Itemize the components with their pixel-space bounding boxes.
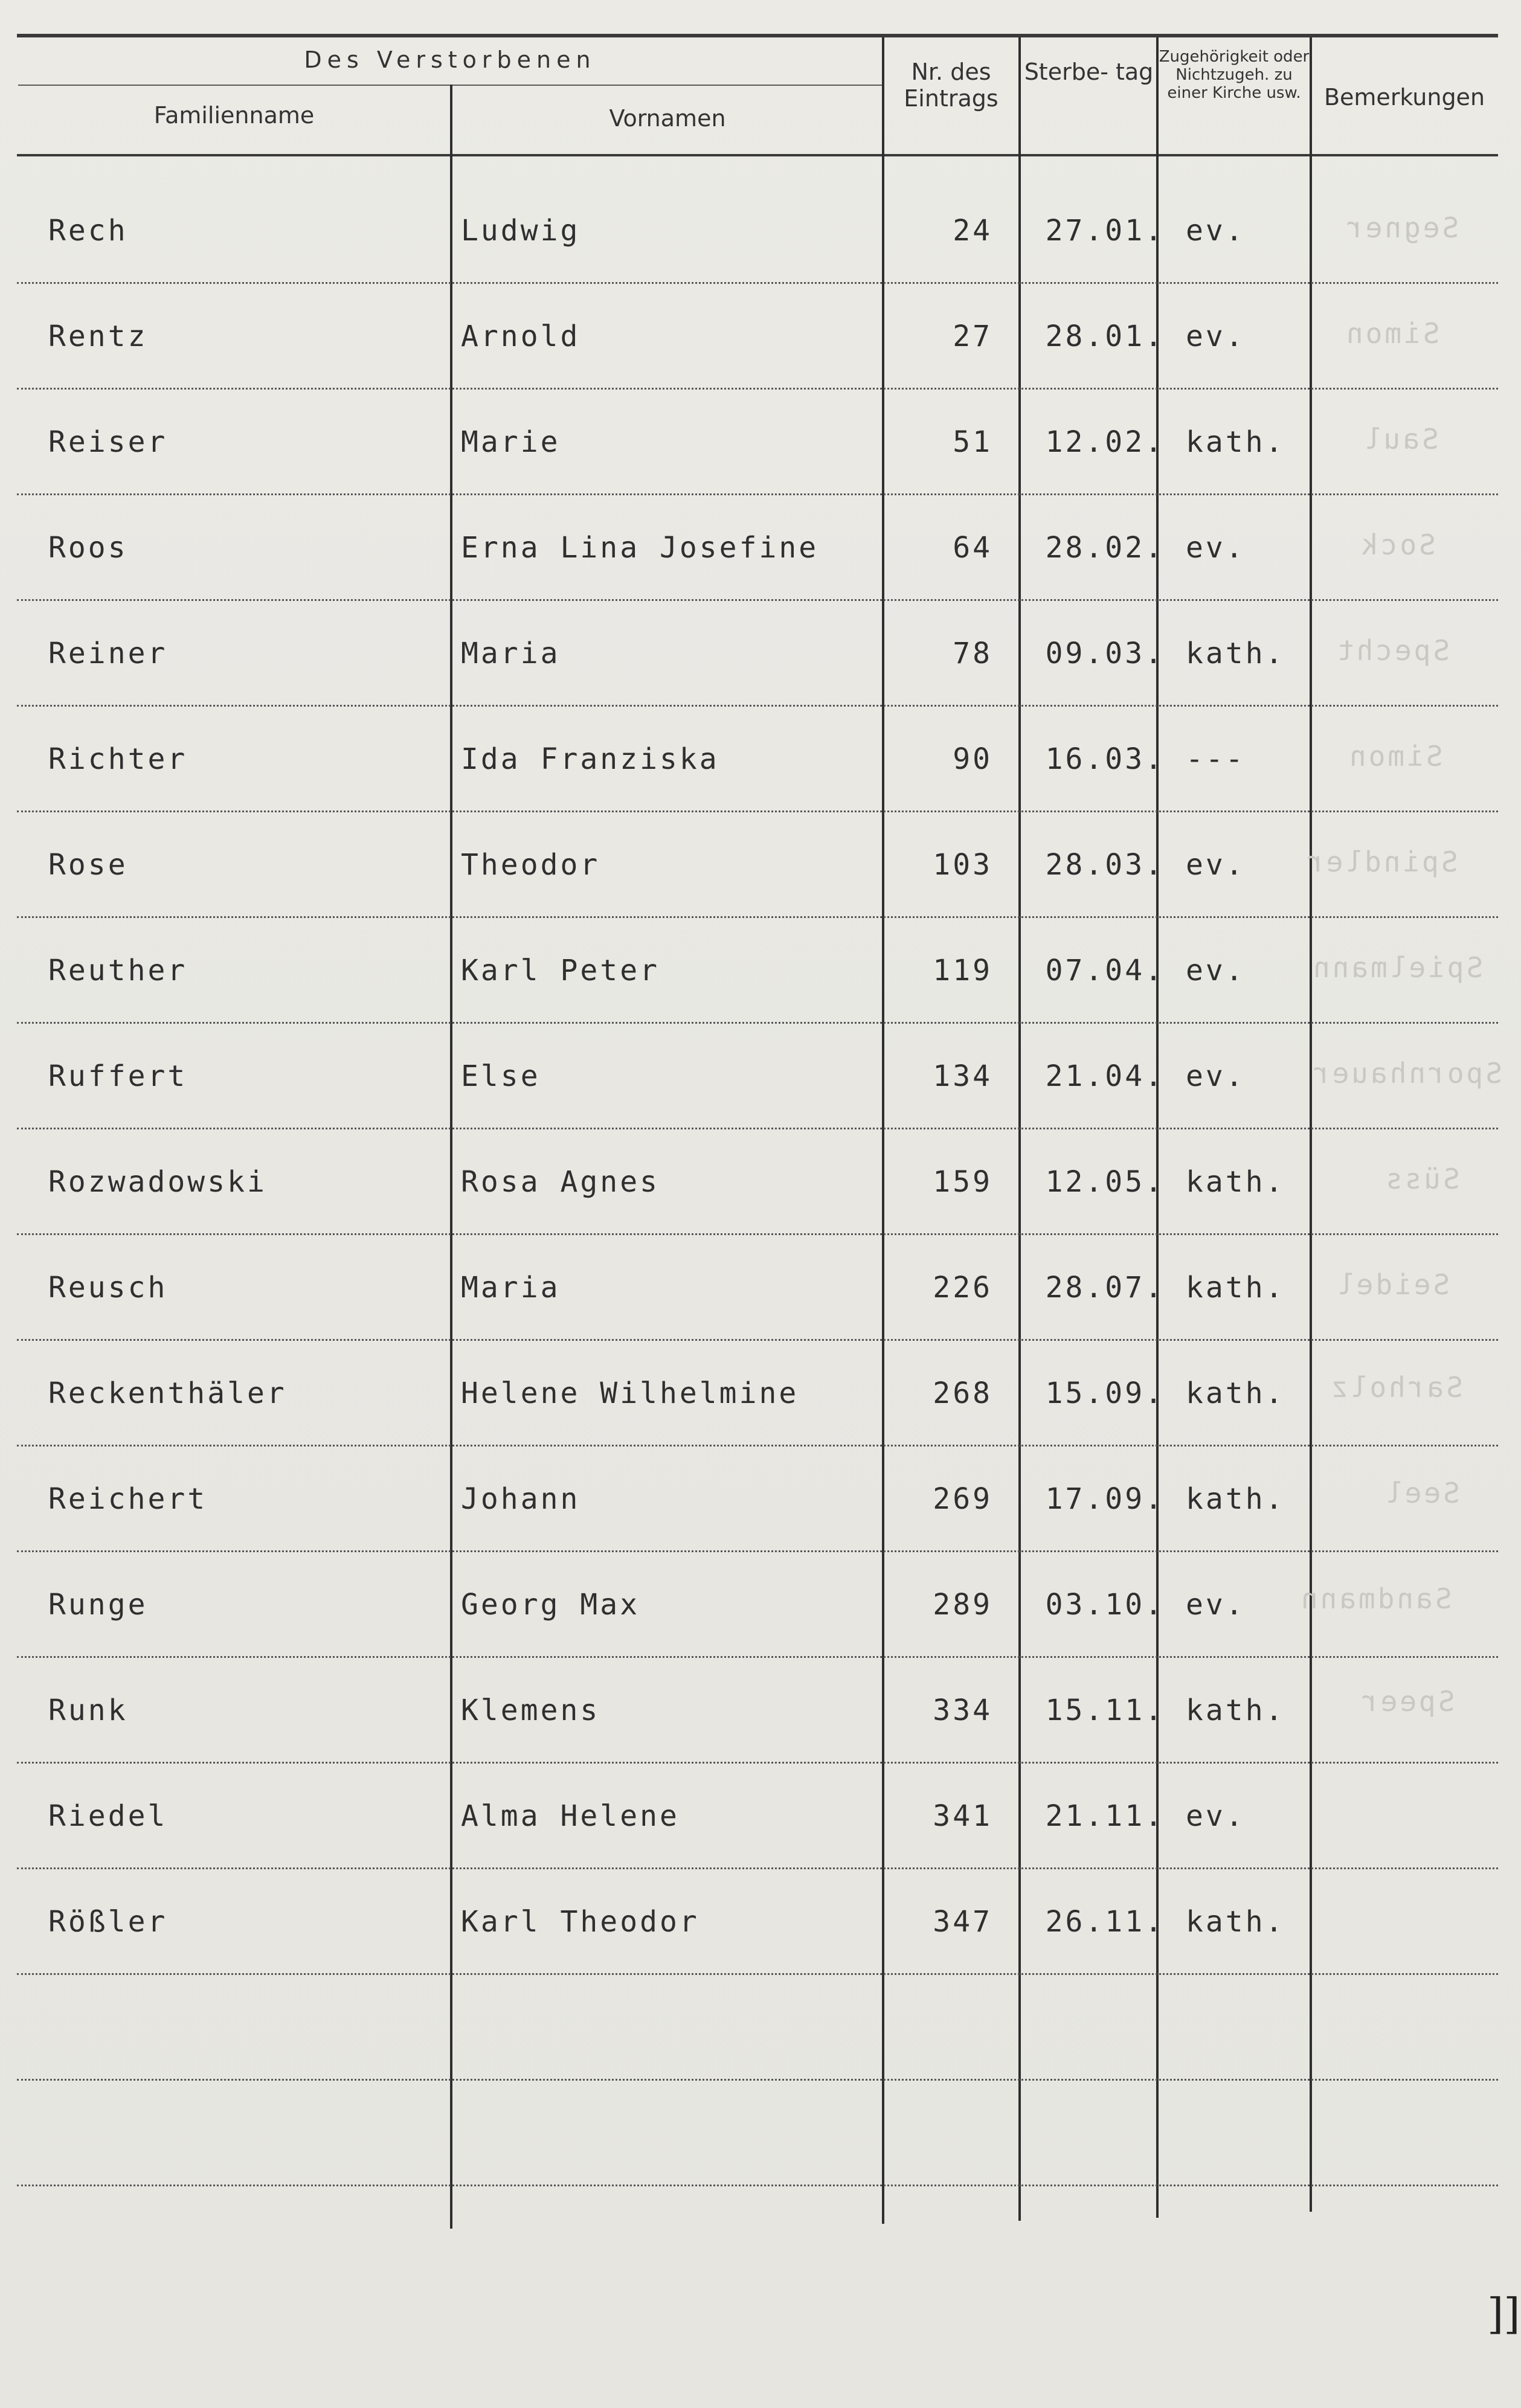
- entry-number-cell: 159: [933, 1165, 992, 1199]
- church-cell: kath.: [1186, 1482, 1285, 1516]
- family-name-cell: Richter: [48, 742, 188, 776]
- entry-number-cell: 289: [933, 1588, 992, 1622]
- table-row: [17, 1341, 1498, 1446]
- first-names-cell: Karl Theodor: [461, 1905, 699, 1939]
- entry-number-cell: 269: [933, 1482, 992, 1516]
- bleed-through-text: Simon: [1344, 317, 1440, 350]
- death-date-cell: 07.04.: [1045, 954, 1165, 987]
- first-names-cell: Theodor: [461, 848, 600, 882]
- death-date-cell: 28.03.: [1045, 848, 1165, 882]
- bleed-through-text: Sock: [1359, 528, 1436, 561]
- entry-number-cell: 119: [933, 954, 992, 987]
- header-remarks: Bemerkungen: [1323, 84, 1485, 111]
- bleed-through-text: Sarholz: [1329, 1371, 1463, 1404]
- first-names-cell: Alma Helene: [461, 1799, 680, 1833]
- bleed-through-text: Specht: [1335, 634, 1450, 667]
- church-cell: kath.: [1186, 1165, 1285, 1199]
- bleed-through-text: Simon: [1347, 740, 1443, 772]
- family-name-cell: Rößler: [48, 1905, 168, 1939]
- family-name-cell: Roos: [48, 531, 128, 565]
- table-row: [17, 812, 1498, 918]
- death-date-cell: 28.02.: [1045, 531, 1165, 565]
- table-row: [17, 1552, 1498, 1658]
- family-name-cell: Ruffert: [48, 1059, 188, 1093]
- death-date-cell: 15.11.: [1045, 1694, 1165, 1727]
- table-row: [17, 1869, 1498, 1975]
- first-names-cell: Ludwig: [461, 214, 580, 248]
- header-group-title: Des Verstorbenen: [304, 47, 596, 73]
- first-names-cell: Marie: [461, 425, 561, 459]
- first-names-cell: Erna Lina Josefine: [461, 531, 819, 565]
- first-names-cell: Else: [461, 1059, 541, 1093]
- family-name-cell: Reiser: [48, 425, 168, 459]
- bleed-through-text: Seidel: [1335, 1268, 1450, 1301]
- church-cell: ev.: [1186, 319, 1246, 353]
- header-affiliation: Zugehörigkeit oder Nichtzugeh. zu einer Kirche usw.: [1159, 48, 1310, 102]
- death-date-cell: 16.03.: [1045, 742, 1165, 776]
- table-row: [17, 495, 1498, 601]
- bleed-through-text: Spindler: [1305, 846, 1458, 878]
- first-names-cell: Klemens: [461, 1694, 600, 1727]
- bleed-through-text: Süss: [1383, 1163, 1460, 1195]
- bleed-through-text: Spielmann: [1311, 951, 1484, 984]
- family-name-cell: Reichert: [48, 1482, 208, 1516]
- first-names-cell: Rosa Agnes: [461, 1165, 660, 1199]
- church-cell: ev.: [1186, 848, 1246, 882]
- family-name-cell: Riedel: [48, 1799, 168, 1833]
- death-date-cell: 12.02.: [1045, 425, 1165, 459]
- table-row: [17, 707, 1498, 812]
- death-date-cell: 17.09.: [1045, 1482, 1165, 1516]
- table-row: [17, 601, 1498, 707]
- row-separator: [17, 2185, 1498, 2186]
- entry-number-cell: 226: [933, 1271, 992, 1305]
- entry-number-cell: [887, 2081, 992, 2186]
- table-row: [17, 1024, 1498, 1129]
- church-cell: kath.: [1186, 1694, 1285, 1727]
- first-names-cell: Maria: [461, 1271, 561, 1305]
- death-date-cell: [1023, 2081, 1165, 2186]
- entry-number-cell: 78: [953, 637, 992, 670]
- entry-number-cell: 51: [953, 425, 992, 459]
- death-date-cell: 12.05.: [1045, 1165, 1165, 1199]
- church-cell: ev.: [1186, 531, 1246, 565]
- church-cell: kath.: [1186, 1905, 1285, 1939]
- family-name-cell: Reiner: [48, 637, 168, 670]
- first-names-cell: Helene Wilhelmine: [461, 1376, 799, 1410]
- first-names-cell: Arnold: [461, 319, 580, 353]
- table-row: [17, 1129, 1498, 1235]
- death-date-cell: 15.09.: [1045, 1376, 1165, 1410]
- church-cell: kath.: [1186, 425, 1285, 459]
- entry-number-cell: 24: [953, 214, 992, 248]
- entry-number-cell: [887, 1975, 992, 2081]
- family-name-cell: Rentz: [48, 319, 148, 353]
- family-name-cell: Rose: [48, 848, 128, 882]
- entry-number-cell: 134: [933, 1059, 992, 1093]
- family-name-cell: Runk: [48, 1694, 128, 1727]
- table-row: [17, 284, 1498, 390]
- death-date-cell: 26.11.: [1045, 1905, 1165, 1939]
- family-name-cell: Reuther: [48, 954, 188, 987]
- church-cell: ev.: [1186, 1588, 1246, 1622]
- death-date-cell: 21.11.: [1045, 1799, 1165, 1833]
- family-name-cell: Rech: [48, 214, 128, 248]
- entry-number-cell: 268: [933, 1376, 992, 1410]
- header-entry-number: Nr. des Eintrags: [904, 59, 998, 112]
- bleed-through-text: Spornhauer: [1311, 1057, 1502, 1090]
- death-date-cell: 03.10.: [1045, 1588, 1165, 1622]
- header-death-day: Sterbe- tag: [1024, 59, 1154, 85]
- entry-number-cell: 90: [953, 742, 992, 776]
- bleed-through-text: Speer: [1359, 1685, 1455, 1718]
- table-row: [17, 178, 1498, 284]
- family-name-cell: Runge: [48, 1588, 148, 1622]
- bleed-through-text: Segner: [1344, 211, 1459, 244]
- family-name-cell: Reckenthäler: [48, 1376, 287, 1410]
- church-cell: ---: [1186, 742, 1246, 776]
- church-cell: ev.: [1186, 1059, 1246, 1093]
- church-cell: kath.: [1186, 1376, 1285, 1410]
- first-names-cell: Maria: [461, 637, 561, 670]
- entry-number-cell: 341: [933, 1799, 992, 1833]
- entry-number-cell: 334: [933, 1694, 992, 1727]
- church-cell: ev.: [1186, 1799, 1246, 1833]
- church-cell: ev.: [1186, 954, 1246, 987]
- table-row: [17, 918, 1498, 1024]
- first-names-cell: Karl Peter: [461, 954, 660, 987]
- church-cell: kath.: [1186, 1271, 1285, 1305]
- death-date-cell: [1023, 1975, 1165, 2081]
- margin-mark: ]]: [1487, 2289, 1520, 2339]
- family-name-cell: Rozwadowski: [48, 1165, 267, 1199]
- header-rule: [17, 154, 1498, 156]
- death-date-cell: 09.03.: [1045, 637, 1165, 670]
- entry-number-cell: 347: [933, 1905, 992, 1939]
- first-names-cell: Ida Franziska: [461, 742, 719, 776]
- death-date-cell: 28.07.: [1045, 1271, 1165, 1305]
- death-date-cell: 27.01.: [1045, 214, 1165, 248]
- entry-number-cell: 64: [953, 531, 992, 565]
- first-names-cell: Georg Max: [461, 1588, 640, 1622]
- death-date-cell: 21.04.: [1045, 1059, 1165, 1093]
- first-names-cell: Johann: [461, 1482, 580, 1516]
- table-row: [17, 1658, 1498, 1764]
- table-row: [17, 1446, 1498, 1552]
- church-cell: ev.: [1186, 214, 1246, 248]
- table-row: [17, 1235, 1498, 1341]
- church-cell: kath.: [1186, 637, 1285, 670]
- table-row: [17, 2081, 1498, 2186]
- entry-number-cell: 27: [953, 319, 992, 353]
- header-first-names: Vornamen: [609, 105, 726, 132]
- header-family-name: Familienname: [153, 102, 315, 129]
- table-row: [17, 390, 1498, 495]
- table-row: [17, 1764, 1498, 1869]
- family-name-cell: Reusch: [48, 1271, 168, 1305]
- entry-number-cell: 103: [933, 848, 992, 882]
- bleed-through-text: Sandmann: [1299, 1582, 1452, 1615]
- bleed-through-text: Seel: [1383, 1477, 1460, 1509]
- top-rule: [17, 34, 1498, 37]
- table-row: [17, 1975, 1498, 2081]
- death-date-cell: 28.01.: [1045, 319, 1165, 353]
- bleed-through-text: Saul: [1362, 423, 1439, 455]
